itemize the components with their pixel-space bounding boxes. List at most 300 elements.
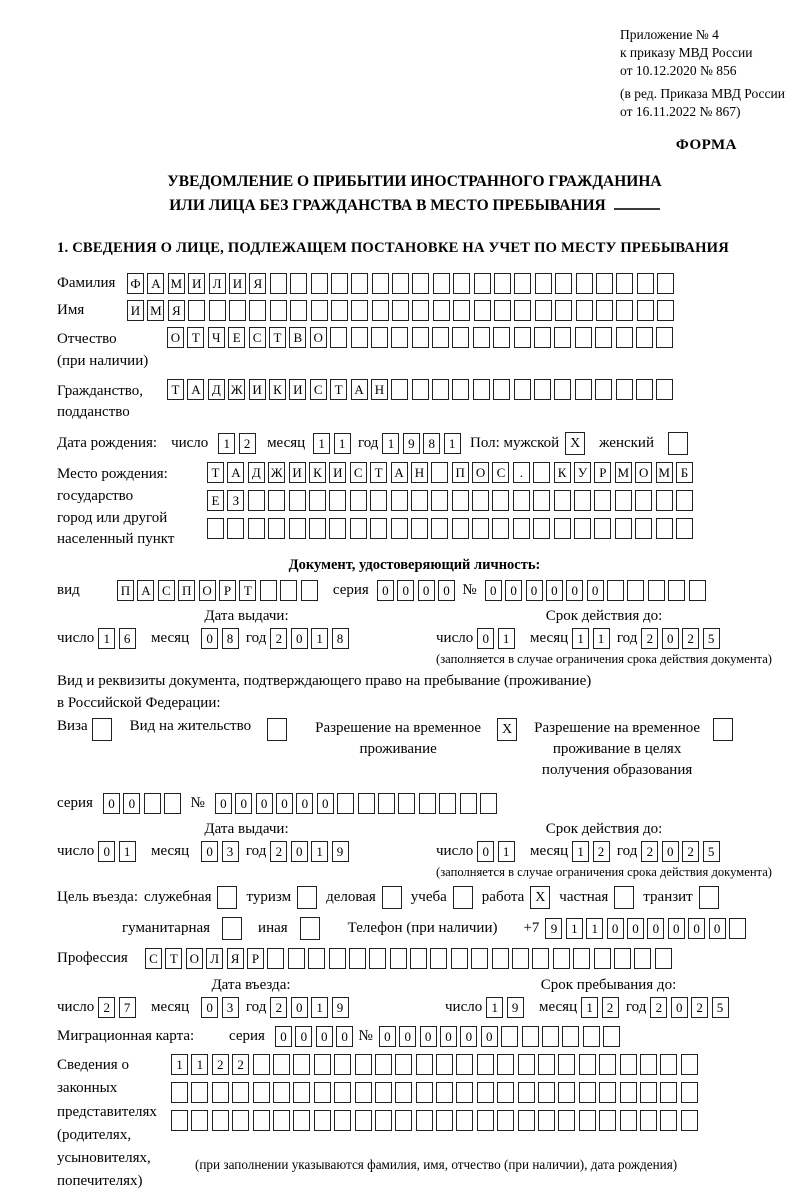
char-cell[interactable]: И (249, 379, 266, 400)
char-cell[interactable] (311, 300, 328, 321)
char-cell[interactable]: Ж (268, 462, 285, 483)
char-cell[interactable] (375, 1082, 392, 1103)
char-cell[interactable] (334, 1110, 351, 1131)
char-cell[interactable] (594, 490, 611, 511)
char-cell[interactable] (497, 1082, 514, 1103)
char-cell[interactable] (431, 518, 448, 539)
char-cell[interactable]: 5 (712, 997, 729, 1018)
char-cell[interactable]: 1 (498, 628, 515, 649)
char-cell[interactable]: 0 (379, 1026, 396, 1047)
char-cell[interactable] (439, 793, 456, 814)
char-cell[interactable]: 0 (546, 580, 563, 601)
char-cell[interactable] (558, 1054, 575, 1075)
char-cell[interactable] (268, 490, 285, 511)
char-cell[interactable]: 0 (201, 628, 218, 649)
char-cell[interactable] (331, 273, 348, 294)
char-cell[interactable] (390, 948, 407, 969)
char-cell[interactable]: С (158, 580, 175, 601)
char-cell[interactable] (212, 1082, 229, 1103)
char-cell[interactable] (637, 273, 654, 294)
char-cell[interactable] (358, 793, 375, 814)
char-cell[interactable] (596, 273, 613, 294)
char-cell[interactable] (391, 518, 408, 539)
char-cell[interactable] (253, 1082, 270, 1103)
char-cell[interactable] (637, 300, 654, 321)
char-cell[interactable]: З (227, 490, 244, 511)
char-cell[interactable] (289, 518, 306, 539)
char-cell[interactable] (330, 327, 347, 348)
char-cell[interactable]: 0 (215, 793, 232, 814)
purpose-other-checkbox[interactable] (300, 917, 320, 940)
char-cell[interactable]: О (310, 327, 327, 348)
char-cell[interactable] (309, 490, 326, 511)
char-cell[interactable]: О (635, 462, 652, 483)
char-cell[interactable]: 0 (296, 793, 313, 814)
char-cell[interactable]: 0 (485, 580, 502, 601)
char-cell[interactable] (554, 518, 571, 539)
char-cell[interactable]: Т (167, 379, 184, 400)
char-cell[interactable] (431, 462, 448, 483)
char-cell[interactable]: Т (207, 462, 224, 483)
char-cell[interactable] (355, 1054, 372, 1075)
char-cell[interactable]: 0 (420, 1026, 437, 1047)
char-cell[interactable]: 0 (587, 580, 604, 601)
char-cell[interactable] (248, 518, 265, 539)
char-cell[interactable]: М (615, 462, 632, 483)
notification-number-blank[interactable] (614, 198, 660, 210)
char-cell[interactable]: С (249, 327, 266, 348)
char-cell[interactable] (270, 300, 287, 321)
char-cell[interactable]: 1 (382, 433, 399, 454)
char-cell[interactable] (599, 1054, 616, 1075)
char-cell[interactable] (416, 1110, 433, 1131)
char-cell[interactable]: 0 (662, 628, 679, 649)
char-cell[interactable] (391, 490, 408, 511)
char-cell[interactable]: А (351, 379, 368, 400)
char-cell[interactable] (542, 1026, 559, 1047)
char-cell[interactable] (410, 948, 427, 969)
char-cell[interactable] (309, 518, 326, 539)
char-cell[interactable] (668, 580, 685, 601)
char-cell[interactable] (512, 948, 529, 969)
char-cell[interactable] (351, 327, 368, 348)
char-cell[interactable] (532, 948, 549, 969)
char-cell[interactable]: 1 (171, 1054, 188, 1075)
char-cell[interactable] (574, 490, 591, 511)
char-cell[interactable] (351, 273, 368, 294)
char-cell[interactable] (634, 948, 651, 969)
char-cell[interactable]: 2 (691, 997, 708, 1018)
char-cell[interactable] (522, 1026, 539, 1047)
char-cell[interactable] (436, 1054, 453, 1075)
char-cell[interactable] (616, 379, 633, 400)
char-cell[interactable]: 1 (191, 1054, 208, 1075)
char-cell[interactable]: О (199, 580, 216, 601)
char-cell[interactable] (191, 1110, 208, 1131)
char-cell[interactable] (620, 1054, 637, 1075)
char-cell[interactable]: 0 (709, 918, 726, 939)
char-cell[interactable] (493, 327, 510, 348)
char-cell[interactable]: 1 (498, 841, 515, 862)
char-cell[interactable] (370, 490, 387, 511)
char-cell[interactable]: Д (208, 379, 225, 400)
char-cell[interactable]: К (554, 462, 571, 483)
char-cell[interactable]: 1 (311, 997, 328, 1018)
char-cell[interactable] (657, 273, 674, 294)
char-cell[interactable] (392, 300, 409, 321)
char-cell[interactable] (375, 1054, 392, 1075)
char-cell[interactable]: 1 (119, 841, 136, 862)
char-cell[interactable]: . (513, 462, 530, 483)
char-cell[interactable]: 0 (477, 841, 494, 862)
char-cell[interactable] (453, 273, 470, 294)
char-cell[interactable] (627, 580, 644, 601)
char-cell[interactable]: 0 (256, 793, 273, 814)
char-cell[interactable] (533, 490, 550, 511)
char-cell[interactable] (474, 273, 491, 294)
char-cell[interactable]: 0 (688, 918, 705, 939)
char-cell[interactable] (452, 379, 469, 400)
char-cell[interactable] (583, 1026, 600, 1047)
char-cell[interactable] (329, 490, 346, 511)
char-cell[interactable]: Я (227, 948, 244, 969)
char-cell[interactable] (640, 1110, 657, 1131)
char-cell[interactable] (432, 327, 449, 348)
char-cell[interactable]: 6 (119, 628, 136, 649)
char-cell[interactable] (553, 948, 570, 969)
char-cell[interactable]: Л (209, 273, 226, 294)
char-cell[interactable] (656, 327, 673, 348)
char-cell[interactable]: 9 (403, 433, 420, 454)
char-cell[interactable]: П (452, 462, 469, 483)
char-cell[interactable] (395, 1110, 412, 1131)
char-cell[interactable]: 0 (123, 793, 140, 814)
char-cell[interactable] (171, 1082, 188, 1103)
char-cell[interactable] (411, 518, 428, 539)
purpose-transit-checkbox[interactable] (699, 886, 719, 909)
char-cell[interactable] (472, 490, 489, 511)
char-cell[interactable] (497, 1110, 514, 1131)
char-cell[interactable] (535, 273, 552, 294)
char-cell[interactable]: 2 (212, 1054, 229, 1075)
char-cell[interactable] (436, 1082, 453, 1103)
char-cell[interactable]: 0 (295, 1026, 312, 1047)
char-cell[interactable] (533, 518, 550, 539)
char-cell[interactable]: И (188, 273, 205, 294)
char-cell[interactable] (433, 273, 450, 294)
char-cell[interactable] (514, 273, 531, 294)
char-cell[interactable] (268, 518, 285, 539)
char-cell[interactable] (615, 490, 632, 511)
char-cell[interactable] (329, 518, 346, 539)
char-cell[interactable]: И (229, 273, 246, 294)
char-cell[interactable] (471, 948, 488, 969)
char-cell[interactable]: Л (206, 948, 223, 969)
char-cell[interactable] (412, 379, 429, 400)
char-cell[interactable] (378, 793, 395, 814)
char-cell[interactable] (288, 948, 305, 969)
char-cell[interactable]: 0 (399, 1026, 416, 1047)
char-cell[interactable]: М (147, 300, 164, 321)
char-cell[interactable] (518, 1054, 535, 1075)
char-cell[interactable] (574, 518, 591, 539)
char-cell[interactable] (191, 1082, 208, 1103)
char-cell[interactable]: М (656, 462, 673, 483)
char-cell[interactable] (616, 300, 633, 321)
char-cell[interactable] (452, 490, 469, 511)
char-cell[interactable]: О (472, 462, 489, 483)
char-cell[interactable]: 2 (98, 997, 115, 1018)
char-cell[interactable]: 8 (222, 628, 239, 649)
char-cell[interactable] (573, 948, 590, 969)
char-cell[interactable]: 2 (641, 628, 658, 649)
char-cell[interactable] (494, 273, 511, 294)
char-cell[interactable] (603, 1026, 620, 1047)
char-cell[interactable] (473, 327, 490, 348)
char-cell[interactable] (452, 518, 469, 539)
char-cell[interactable]: Н (371, 379, 388, 400)
char-cell[interactable]: 8 (332, 628, 349, 649)
char-cell[interactable] (513, 490, 530, 511)
char-cell[interactable] (207, 518, 224, 539)
char-cell[interactable] (579, 1082, 596, 1103)
char-cell[interactable] (350, 490, 367, 511)
char-cell[interactable]: А (227, 462, 244, 483)
char-cell[interactable]: О (167, 327, 184, 348)
char-cell[interactable] (290, 300, 307, 321)
char-cell[interactable] (660, 1082, 677, 1103)
char-cell[interactable] (253, 1054, 270, 1075)
char-cell[interactable] (412, 273, 429, 294)
char-cell[interactable]: С (492, 462, 509, 483)
char-cell[interactable] (375, 1110, 392, 1131)
char-cell[interactable] (329, 948, 346, 969)
char-cell[interactable] (640, 1054, 657, 1075)
char-cell[interactable] (558, 1110, 575, 1131)
char-cell[interactable] (334, 1054, 351, 1075)
char-cell[interactable] (514, 300, 531, 321)
char-cell[interactable]: 0 (275, 1026, 292, 1047)
char-cell[interactable] (337, 793, 354, 814)
char-cell[interactable]: 9 (507, 997, 524, 1018)
char-cell[interactable] (620, 1082, 637, 1103)
char-cell[interactable] (412, 300, 429, 321)
char-cell[interactable]: 0 (460, 1026, 477, 1047)
char-cell[interactable] (433, 300, 450, 321)
char-cell[interactable] (497, 1054, 514, 1075)
char-cell[interactable] (729, 918, 746, 939)
char-cell[interactable] (518, 1082, 535, 1103)
char-cell[interactable] (391, 379, 408, 400)
purpose-private-checkbox[interactable] (614, 886, 634, 909)
char-cell[interactable]: 0 (316, 1026, 333, 1047)
char-cell[interactable] (473, 379, 490, 400)
char-cell[interactable] (419, 793, 436, 814)
char-cell[interactable] (430, 948, 447, 969)
char-cell[interactable] (554, 327, 571, 348)
char-cell[interactable] (555, 273, 572, 294)
char-cell[interactable]: И (289, 462, 306, 483)
char-cell[interactable] (164, 793, 181, 814)
char-cell[interactable] (412, 327, 429, 348)
char-cell[interactable] (456, 1082, 473, 1103)
char-cell[interactable]: 9 (545, 918, 562, 939)
char-cell[interactable] (289, 490, 306, 511)
char-cell[interactable]: Р (247, 948, 264, 969)
char-cell[interactable]: И (289, 379, 306, 400)
char-cell[interactable]: Д (248, 462, 265, 483)
char-cell[interactable] (293, 1054, 310, 1075)
char-cell[interactable] (615, 518, 632, 539)
char-cell[interactable] (576, 300, 593, 321)
purpose-tourism-checkbox[interactable] (297, 886, 317, 909)
char-cell[interactable] (656, 518, 673, 539)
char-cell[interactable]: 1 (444, 433, 461, 454)
char-cell[interactable]: 0 (418, 580, 435, 601)
char-cell[interactable] (372, 273, 389, 294)
char-cell[interactable] (648, 580, 665, 601)
char-cell[interactable]: 0 (103, 793, 120, 814)
char-cell[interactable]: Т (330, 379, 347, 400)
char-cell[interactable]: 0 (201, 997, 218, 1018)
char-cell[interactable]: У (574, 462, 591, 483)
char-cell[interactable] (579, 1054, 596, 1075)
sex-female-checkbox[interactable] (668, 432, 688, 455)
char-cell[interactable]: Р (219, 580, 236, 601)
char-cell[interactable]: 3 (222, 841, 239, 862)
char-cell[interactable] (660, 1110, 677, 1131)
char-cell[interactable] (554, 490, 571, 511)
char-cell[interactable] (456, 1054, 473, 1075)
char-cell[interactable]: К (269, 379, 286, 400)
char-cell[interactable]: 1 (98, 628, 115, 649)
char-cell[interactable] (575, 327, 592, 348)
char-cell[interactable]: 0 (201, 841, 218, 862)
char-cell[interactable] (355, 1110, 372, 1131)
char-cell[interactable]: 2 (602, 997, 619, 1018)
char-cell[interactable] (308, 948, 325, 969)
char-cell[interactable] (676, 518, 693, 539)
char-cell[interactable]: Ф (127, 273, 144, 294)
char-cell[interactable]: 0 (291, 997, 308, 1018)
char-cell[interactable]: 2 (593, 841, 610, 862)
char-cell[interactable]: 2 (641, 841, 658, 862)
char-cell[interactable] (534, 379, 551, 400)
char-cell[interactable] (270, 273, 287, 294)
char-cell[interactable]: 1 (566, 918, 583, 939)
char-cell[interactable] (477, 1082, 494, 1103)
char-cell[interactable] (595, 327, 612, 348)
char-cell[interactable] (460, 793, 477, 814)
char-cell[interactable]: 0 (647, 918, 664, 939)
char-cell[interactable] (453, 300, 470, 321)
char-cell[interactable] (614, 948, 631, 969)
char-cell[interactable]: Ж (228, 379, 245, 400)
char-cell[interactable] (472, 518, 489, 539)
char-cell[interactable] (232, 1110, 249, 1131)
char-cell[interactable] (416, 1082, 433, 1103)
purpose-work-checkbox[interactable]: X (530, 886, 550, 909)
char-cell[interactable]: 1 (218, 433, 235, 454)
char-cell[interactable]: 0 (505, 580, 522, 601)
char-cell[interactable] (538, 1054, 555, 1075)
char-cell[interactable] (260, 580, 277, 601)
char-cell[interactable]: 2 (682, 628, 699, 649)
char-cell[interactable]: 2 (270, 997, 287, 1018)
char-cell[interactable] (314, 1110, 331, 1131)
char-cell[interactable]: 2 (239, 433, 256, 454)
char-cell[interactable] (432, 379, 449, 400)
char-cell[interactable] (534, 327, 551, 348)
char-cell[interactable] (596, 300, 613, 321)
char-cell[interactable] (656, 490, 673, 511)
char-cell[interactable] (372, 300, 389, 321)
char-cell[interactable] (311, 273, 328, 294)
char-cell[interactable]: 2 (682, 841, 699, 862)
char-cell[interactable] (232, 1082, 249, 1103)
char-cell[interactable] (227, 518, 244, 539)
char-cell[interactable] (212, 1110, 229, 1131)
char-cell[interactable] (369, 948, 386, 969)
char-cell[interactable] (293, 1082, 310, 1103)
char-cell[interactable] (558, 1082, 575, 1103)
char-cell[interactable] (350, 518, 367, 539)
char-cell[interactable] (477, 1054, 494, 1075)
residence-permit-checkbox[interactable] (267, 718, 287, 741)
char-cell[interactable]: Ч (208, 327, 225, 348)
char-cell[interactable] (576, 273, 593, 294)
char-cell[interactable] (391, 327, 408, 348)
char-cell[interactable] (514, 327, 531, 348)
char-cell[interactable]: Т (269, 327, 286, 348)
char-cell[interactable]: О (186, 948, 203, 969)
char-cell[interactable]: Я (249, 273, 266, 294)
char-cell[interactable] (501, 1026, 518, 1047)
char-cell[interactable]: 2 (650, 997, 667, 1018)
char-cell[interactable]: 1 (581, 997, 598, 1018)
char-cell[interactable]: 5 (703, 841, 720, 862)
char-cell[interactable] (492, 518, 509, 539)
char-cell[interactable] (331, 300, 348, 321)
char-cell[interactable]: 0 (317, 793, 334, 814)
char-cell[interactable]: 0 (98, 841, 115, 862)
char-cell[interactable]: 9 (332, 841, 349, 862)
char-cell[interactable]: 0 (235, 793, 252, 814)
char-cell[interactable] (535, 300, 552, 321)
char-cell[interactable] (616, 273, 633, 294)
char-cell[interactable]: 0 (481, 1026, 498, 1047)
char-cell[interactable] (656, 379, 673, 400)
char-cell[interactable] (594, 518, 611, 539)
char-cell[interactable]: 0 (276, 793, 293, 814)
char-cell[interactable] (355, 1082, 372, 1103)
char-cell[interactable]: Е (207, 490, 224, 511)
char-cell[interactable] (267, 948, 284, 969)
char-cell[interactable] (554, 379, 571, 400)
char-cell[interactable] (494, 300, 511, 321)
char-cell[interactable] (635, 490, 652, 511)
char-cell[interactable]: С (310, 379, 327, 400)
char-cell[interactable] (253, 1110, 270, 1131)
char-cell[interactable]: А (137, 580, 154, 601)
char-cell[interactable]: 8 (423, 433, 440, 454)
char-cell[interactable] (492, 948, 509, 969)
char-cell[interactable] (538, 1110, 555, 1131)
char-cell[interactable]: 0 (291, 628, 308, 649)
char-cell[interactable] (411, 490, 428, 511)
char-cell[interactable]: 0 (477, 628, 494, 649)
char-cell[interactable]: Р (594, 462, 611, 483)
